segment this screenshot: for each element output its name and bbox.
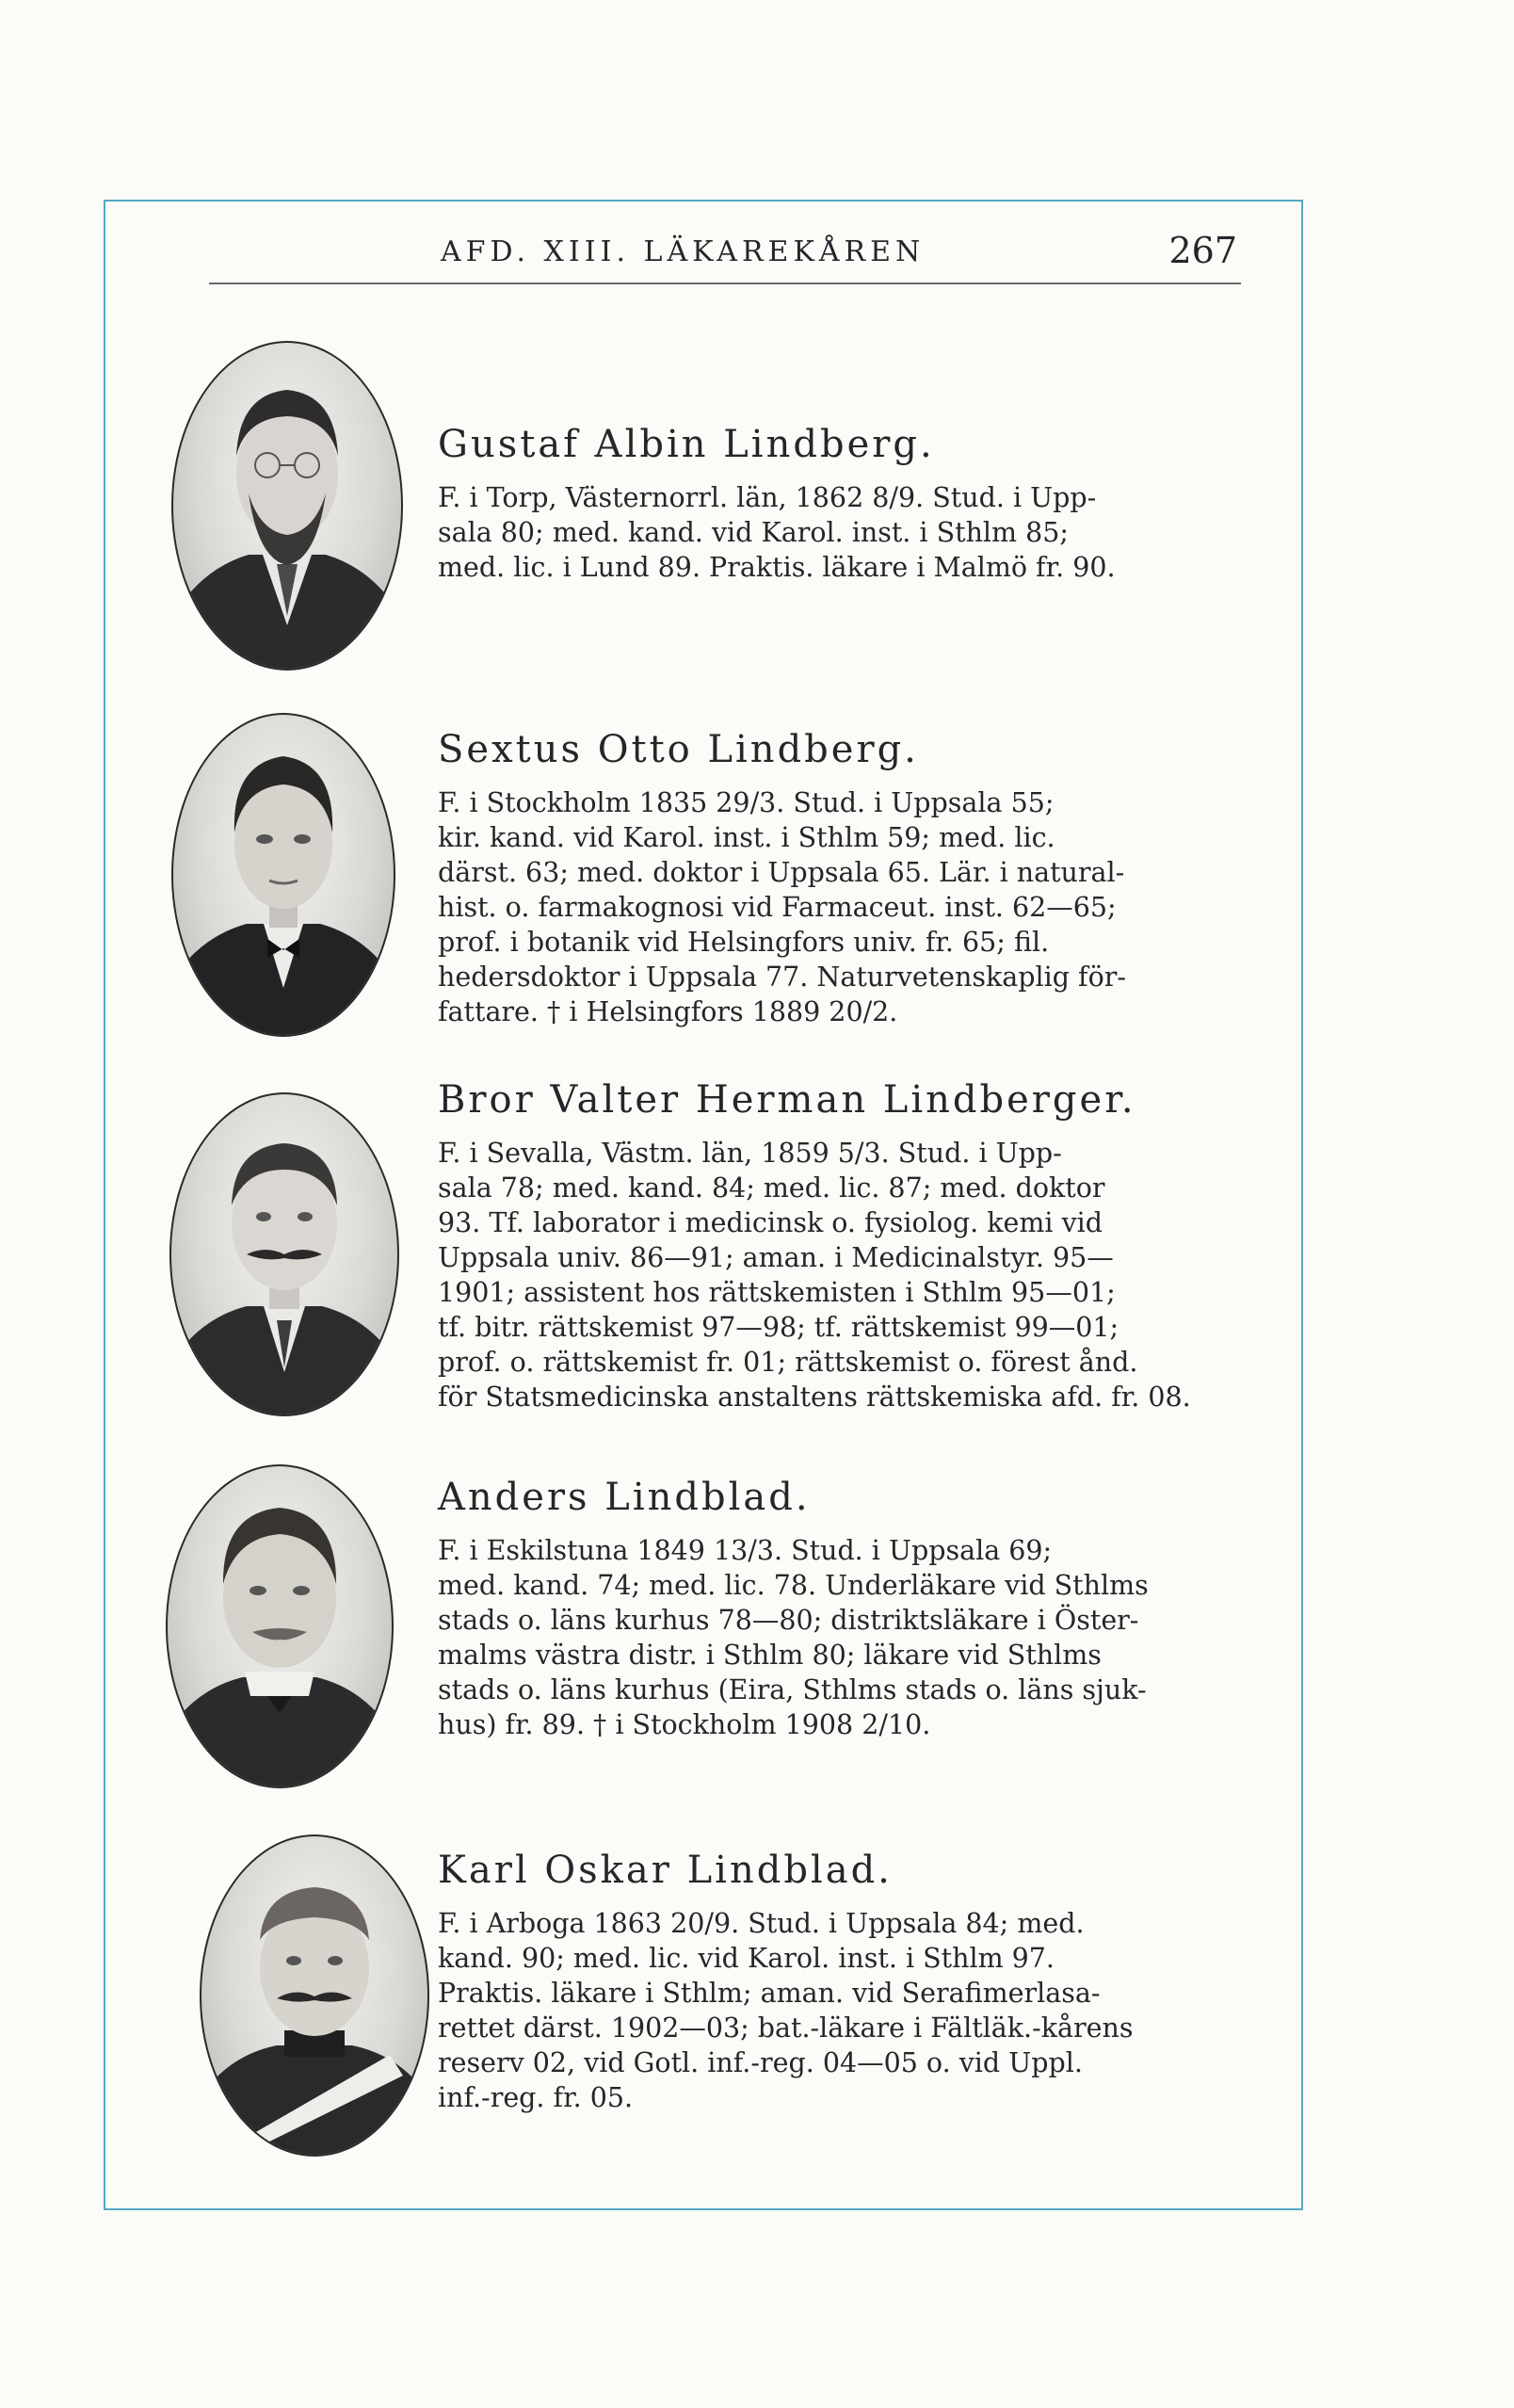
running-head: [209, 224, 1241, 284]
portrait-karl-oskar-lindblad: [200, 1834, 429, 2157]
portrait-anders-lindblad: [166, 1464, 394, 1788]
entry-karl-oskar-lindblad: [438, 1848, 1238, 2115]
entry-line: kir. kand. vid Karol. inst. i Sthlm 59; med. lic.: [438, 822, 1055, 853]
entry-line: 1901; assistent hos rättskemisten i Sthlm 95—01;: [438, 1277, 1116, 1308]
entry-line: Praktis. läkare i Sthlm; aman. vid Serafimerlasa-: [438, 1978, 1101, 2009]
entry-sextus-otto-lindberg: [438, 727, 1238, 1029]
entry-text: [438, 1533, 1238, 1742]
entry-line: tf. bitr. rättskemist 97—98; tf. rättskemist 99—01;: [438, 1312, 1119, 1343]
entry-gustaf-albin-lindberg: [438, 422, 1238, 585]
entry-line: 93. Tf. laborator i medicinsk o. fysiolog. kemi vid: [438, 1207, 1103, 1238]
entry-name: Sextus Otto Lindberg.: [438, 728, 919, 771]
entry-name: Bror Valter Herman Lindberger.: [438, 1078, 1136, 1122]
entry-line: Uppsala univ. 86—91; aman. i Medicinalstyr. 95—: [438, 1242, 1114, 1273]
entry-line: prof. o. rättskemist fr. 01; rättskemist o. förest ånd.: [438, 1347, 1138, 1378]
entry-line: med. kand. 74; med. lic. 78. Underläkare vid Sthlms: [438, 1570, 1149, 1601]
entry-line: stads o. läns kurhus 78—80; distriktsläkare i Öster-: [438, 1605, 1139, 1636]
entry-line: F. i Stockholm 1835 29/3. Stud. i Uppsala 55;: [438, 787, 1055, 818]
page-number: 267: [1168, 230, 1237, 271]
entry-bror-valter-herman-lindberger: [438, 1077, 1238, 1414]
entry-line: för Statsmedicinska anstaltens rättskemiska afd. fr. 08.: [438, 1382, 1191, 1413]
portrait-bror-valter-herman-lindberger: [169, 1092, 399, 1416]
entry-name: Karl Oskar Lindblad.: [438, 1849, 893, 1892]
entry-line: malms västra distr. i Sthlm 80; läkare vid Sthlms: [438, 1640, 1102, 1671]
entry-text: [438, 785, 1238, 1029]
entry-line: inf.-reg. fr. 05.: [438, 2082, 634, 2113]
entry-line: prof. i botanik vid Helsingfors univ. fr. 65; fil.: [438, 927, 1050, 958]
entry-line: F. i Sevalla, Västm. län, 1859 5/3. Stud. i Upp-: [438, 1138, 1062, 1169]
entry-line: med. lic. i Lund 89. Praktis. läkare i Malmö fr. 90.: [438, 552, 1116, 583]
entry-line: hus) fr. 89. † i Stockholm 1908 2/10.: [438, 1709, 931, 1740]
portrait-sextus-otto-lindberg: [171, 713, 395, 1037]
entry-line: F. i Eskilstuna 1849 13/3. Stud. i Uppsala 69;: [438, 1535, 1053, 1566]
entry-name: Anders Lindblad.: [438, 1476, 811, 1519]
section-title: AFD. XIII. LÄKAREKÅREN: [441, 235, 926, 268]
entry-line: sala 80; med. kand. vid Karol. inst. i Sthlm 85;: [438, 517, 1070, 548]
entry-line: reserv 02, vid Gotl. inf.-reg. 04—05 o. vid Uppl.: [438, 2047, 1083, 2078]
entry-line: sala 78; med. kand. 84; med. lic. 87; med. doktor: [438, 1172, 1105, 1204]
entry-line: därst. 63; med. doktor i Uppsala 65. Lär. i natural-: [438, 857, 1125, 888]
entry-line: F. i Torp, Västernorrl. län, 1862 8/9. Stud. i Upp-: [438, 482, 1097, 513]
entry-name: Gustaf Albin Lindberg.: [438, 423, 935, 466]
entry-text: [438, 480, 1238, 585]
entry-line: F. i Arboga 1863 20/9. Stud. i Uppsala 84; med.: [438, 1908, 1085, 1939]
entry-line: fattare. † i Helsingfors 1889 20/2.: [438, 996, 898, 1027]
entry-line: kand. 90; med. lic. vid Karol. inst. i Sthlm 97.: [438, 1943, 1055, 1974]
portrait-gustaf-albin-lindberg: [171, 341, 403, 671]
entry-line: hist. o. farmakognosi vid Farmaceut. inst. 62—65;: [438, 892, 1117, 923]
entry-line: rettet därst. 1902—03; bat.-läkare i Fältläk.-kårens: [438, 2012, 1134, 2044]
entry-text: [438, 1906, 1238, 2115]
entry-line: hedersdoktor i Uppsala 77. Naturvetenskaplig för-: [438, 962, 1127, 993]
entry-line: stads o. läns kurhus (Eira, Sthlms stads o. läns sjuk-: [438, 1674, 1147, 1705]
entry-text: [438, 1136, 1238, 1414]
entry-anders-lindblad: [438, 1475, 1238, 1742]
